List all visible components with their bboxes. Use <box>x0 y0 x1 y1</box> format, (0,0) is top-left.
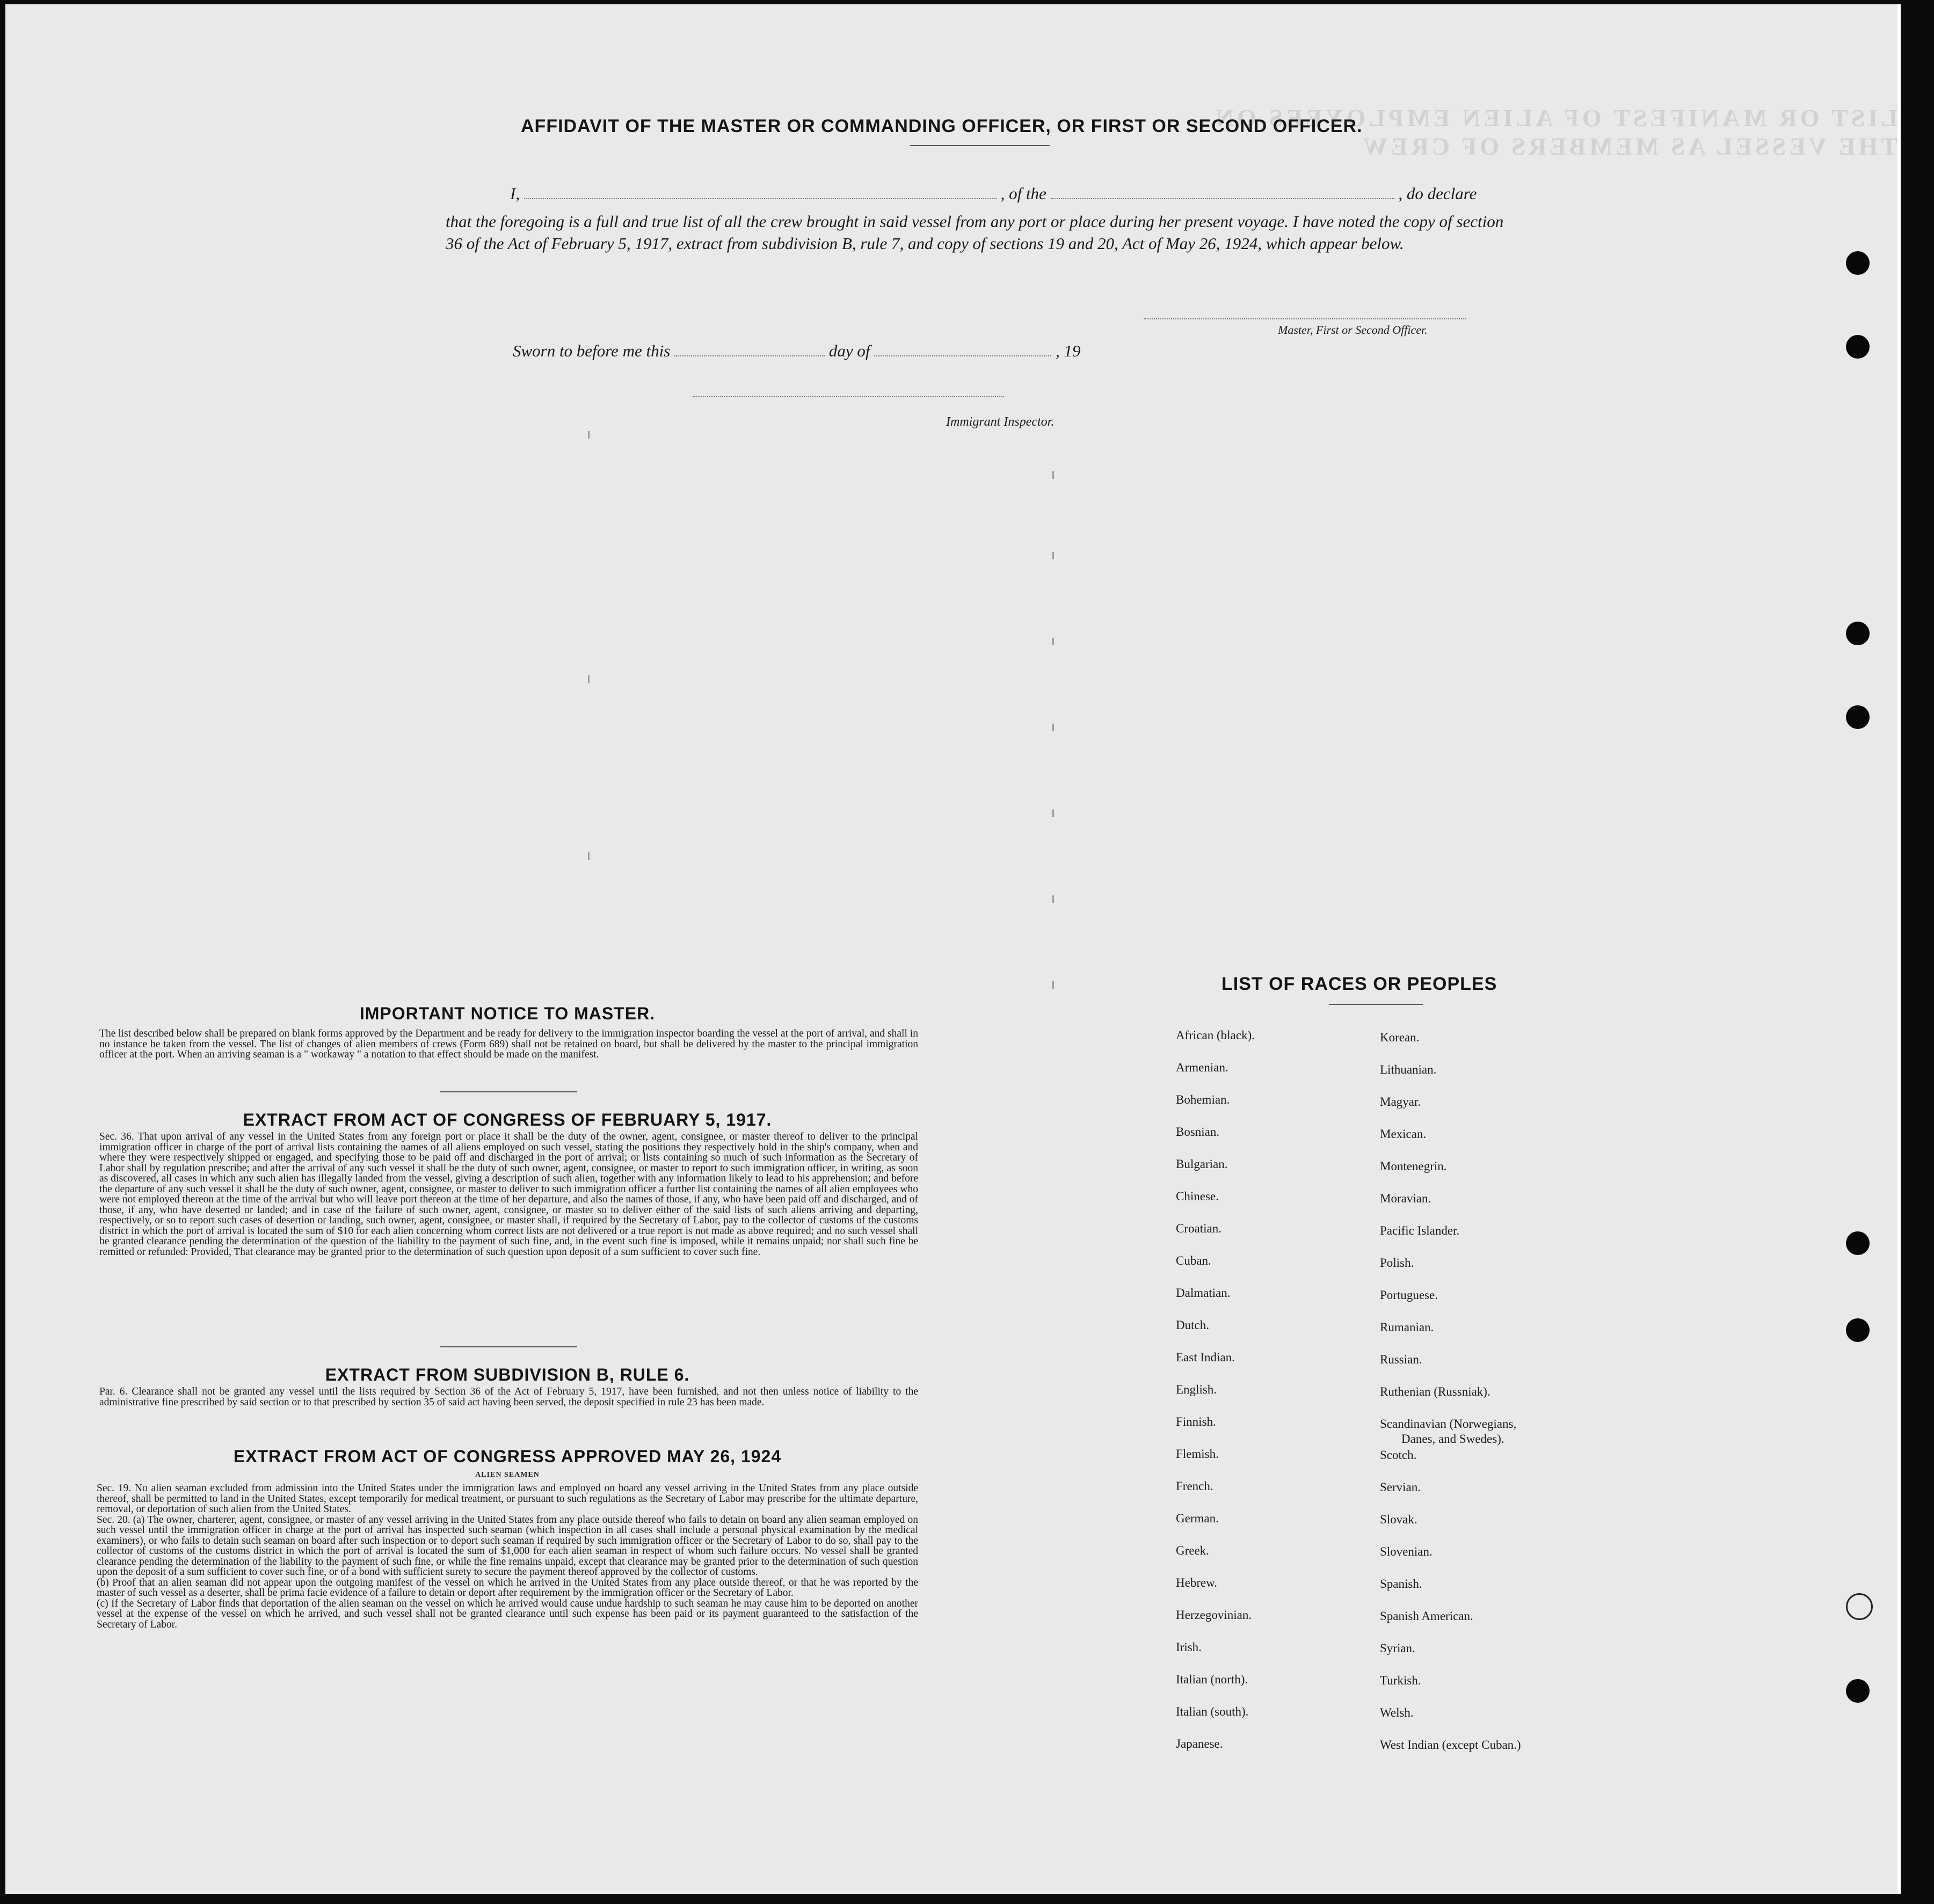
inspector-caption: Immigrant Inspector. <box>946 415 1055 429</box>
form-mark <box>1052 552 1054 559</box>
race-item: Turkish. <box>1380 1674 1421 1687</box>
extract-rule6-text: Par. 6. Clearance shall not be granted any vessel until the lists required by Section 36 of the Act of February 5, 1917, have been furnished, and not then unless notice of liability to the administrative fine prescribed by said section or to that prescribed by section 35 of said act having been served, the deposit specified in rule 23 has been made. <box>99 1386 918 1408</box>
master-signature-line <box>1144 318 1466 319</box>
showthrough-header: LIST OR MANIFEST OF ALIEN EMPLOYEES ON THE VESSEL AS MEMBERS OF CREW <box>1212 104 1897 160</box>
race-item: Welsh. <box>1380 1706 1414 1719</box>
form-mark <box>1052 638 1054 645</box>
binder-hole <box>1846 1231 1870 1255</box>
binder-hole <box>1846 1679 1870 1703</box>
extract-rule6-title: EXTRACT FROM SUBDIVISION B, RULE 6. <box>325 1365 690 1384</box>
race-item: Russian. <box>1380 1353 1422 1366</box>
form-mark <box>1052 471 1054 479</box>
form-mark <box>1052 981 1054 989</box>
binder-hole <box>1846 335 1870 359</box>
race-item: West Indian (except Cuban.) <box>1380 1738 1521 1752</box>
race-item: Ruthenian (Russniak). <box>1380 1385 1491 1398</box>
races-title: LIST OF RACES OR PEOPLES <box>1222 974 1497 994</box>
race-item: Bohemian. <box>1176 1093 1230 1106</box>
race-item: Mexican. <box>1380 1127 1427 1141</box>
race-item: Irish. <box>1176 1640 1202 1654</box>
binder-hole <box>1846 251 1870 275</box>
race-item: Polish. <box>1380 1256 1414 1270</box>
race-item: Greek. <box>1176 1544 1209 1557</box>
race-item: Pacific Islander. <box>1380 1224 1460 1237</box>
notice-title: IMPORTANT NOTICE TO MASTER. <box>359 1004 656 1023</box>
races-right-column <box>1380 1031 1521 1770</box>
race-item: German. <box>1176 1512 1219 1525</box>
race-item: Italian (north). <box>1176 1673 1248 1686</box>
race-item: Spanish American. <box>1380 1609 1473 1623</box>
binder-hole <box>1846 1593 1873 1620</box>
day-of-label: day of <box>828 341 870 360</box>
race-item: Croatian. <box>1176 1222 1222 1235</box>
divider-2 <box>440 1346 577 1347</box>
race-item: Slovak. <box>1380 1513 1417 1526</box>
form-mark <box>1052 809 1054 817</box>
sec19-text: Sec. 19. No alien seaman excluded from admission into the United States under the immigration laws and employed on board any vessel arriving in the United States from any place outside thereof, shall be permitted to land in the United States, except temporarily for medical treatment, or pursuant to such regulations as the Secretary of Labor may prescribe for the ultimate departure, removal, or deportation of such alien from the United States. <box>97 1483 918 1515</box>
inspector-signature-line <box>693 396 1004 397</box>
form-mark <box>1052 895 1054 903</box>
affidavit-i-label: I, <box>510 184 520 203</box>
race-item: Scandinavian (Norwegians, <box>1380 1417 1517 1431</box>
extract-1924-subtitle: ALIEN SEAMEN <box>475 1471 540 1479</box>
race-item: Chinese. <box>1176 1190 1219 1203</box>
race-item: Scotch. <box>1380 1448 1417 1462</box>
title-divider <box>910 145 1050 146</box>
race-item: Moravian. <box>1380 1192 1431 1205</box>
master-signature-caption: Master, First or Second Officer. <box>1278 323 1428 337</box>
race-item: Italian (south). <box>1176 1705 1249 1718</box>
year-label: , 19 <box>1055 341 1081 360</box>
extract-1924-body <box>97 1483 918 1630</box>
vessel-blank <box>1051 198 1394 199</box>
race-item: Finnish. <box>1176 1415 1216 1428</box>
binder-hole <box>1846 705 1870 729</box>
race-item: Bosnian. <box>1176 1125 1220 1139</box>
race-item: Hebrew. <box>1176 1576 1218 1589</box>
race-item: Dutch. <box>1176 1318 1209 1332</box>
races-divider <box>1329 1004 1423 1005</box>
races-left-column <box>1176 1028 1255 1769</box>
race-item: Syrian. <box>1380 1642 1415 1655</box>
divider-1 <box>440 1091 577 1092</box>
form-mark <box>588 852 590 860</box>
race-item: Spanish. <box>1380 1577 1422 1591</box>
race-item: Dalmatian. <box>1176 1286 1231 1300</box>
sec20c-text: (c) If the Secretary of Labor finds that deportation of the alien seaman on the vessel on which he arrived would cause undue hardship to such seaman he may cause him to be deported on another vessel at the expense of the vessel on which he arrived, and such vessel shall not be granted clearance until such expense has been paid or its payment guaranteed to the satisfaction of the Secretary of Labor. <box>97 1597 918 1630</box>
race-item: Korean. <box>1380 1031 1420 1044</box>
sworn-line <box>513 341 1211 361</box>
extract-1924-title: EXTRACT FROM ACT OF CONGRESS APPROVED MAY 26, 1924 <box>233 1447 782 1466</box>
race-item: Servian. <box>1380 1480 1421 1494</box>
race-item: East Indian. <box>1176 1351 1235 1364</box>
race-item: Montenegrin. <box>1380 1159 1447 1173</box>
race-item: Portuguese. <box>1380 1288 1438 1302</box>
binder-hole <box>1846 622 1870 645</box>
race-item: Slovenian. <box>1380 1545 1433 1558</box>
affidavit-title: AFFIDAVIT OF THE MASTER OR COMMANDING OFFICER, OR FIRST OR SECOND OFFICER. <box>521 116 1363 136</box>
binder-hole <box>1846 1318 1870 1342</box>
race-item: Herzegovinian. <box>1176 1608 1252 1622</box>
race-item: French. <box>1176 1479 1213 1493</box>
sworn-label: Sworn to before me this <box>513 341 671 360</box>
affidavit-line1 <box>510 184 1530 203</box>
form-mark <box>1052 724 1054 731</box>
affidavit-of-label: , of the <box>1000 184 1046 203</box>
extract-1917-title: EXTRACT FROM ACT OF CONGRESS OF FEBRUARY 5, 1917. <box>243 1110 772 1129</box>
name-blank <box>524 198 997 199</box>
race-item: Cuban. <box>1176 1254 1211 1267</box>
notice-text: The list described below shall be prepared on blank forms approved by the Department and be ready for delivery to the immigration inspector boarding the vessel at the port of arrival, and shall in no instance be taken from the vessel. The list of changes of alien members of crews (Form 689) shall not be retained on board, but shall be delivered by the master to the principal immigration officer at the port. When an arriving seaman is a " workaway " a notation to that effect should be made on the manifest. <box>99 1028 918 1060</box>
affidavit-declare-label: , do declare <box>1398 184 1477 203</box>
race-item: Japanese. <box>1176 1737 1223 1750</box>
race-item: Flemish. <box>1176 1447 1219 1461</box>
race-item: English. <box>1176 1383 1217 1396</box>
form-mark <box>588 431 590 439</box>
extract-1917-text: Sec. 36. That upon arrival of any vessel in the United States from any foreign port or place it shall be the duty of the owner, agent, consignee, or master thereof to deliver to the principal immigration officer in charge of the port of arrival lists containing the names of all aliens employed on such vessel, stating the positions they respectively hold in the ship's company, when and where they were respectively shipped or engaged, and specifying those to be paid off and discharged in the port of arrival; or lists containing so much of such information as the Secretary of Labor shall by regulation prescribe; and after the arrival of any such vessel it shall be the duty of such owner, agent, consignee, or master to report to such immigration officer, in writing, as soon as discovered, all cases in which any such alien has illegally landed from the vessel, giving a description of such alien, together with any information likely to lead to his apprehension; and before the departure of any such vessel it shall be the duty of such owner, agent, consignee, or master to deliver to such immigration officer a further list containing the names of all alien employees who were not employed thereon at the time of the arrival but who will leave port thereon at the time of her departure, and also the names of those, if any, who have been paid off and discharged, and of those, if any, who have deserted or landed; and in case of the failure of such owner, agent, consignee, or master so to deliver either of the said lists of such aliens arriving and departing, respectively, or so to report such cases of desertion or landing, such owner, agent, consignee, or master shall, if required by the Secretary of Labor, pay to the collector of customs of the customs district in which the port of arrival is located the sum of $10 for each alien concerning whom correct lists are not delivered or a true report is not made as above required; and no such vessel shall be granted clearance pending the determination of the question of the liability to the payment of such fine, and, in the event such fine is imposed, while it remains unpaid; nor shall such fine be remitted or refunded: Provided, That clearance may be granted prior to the determination of such question upon deposit of a sum sufficient to cover such fine. <box>99 1131 918 1258</box>
race-item: Rumanian. <box>1380 1321 1434 1334</box>
affidavit-body: that the foregoing is a full and true list of all the crew brought in said vessel from any port or place during her present voyage. I have noted the copy of section 36 of the Act of February 5, 1917, extract from subdivision B, rule 7, and copy of sections 19 and 20, Act of May 26, 1924, which appear below. <box>446 212 1504 253</box>
race-item: Lithuanian. <box>1380 1063 1437 1076</box>
sworn-day-blank <box>674 355 825 356</box>
document-page <box>5 4 1901 1894</box>
race-item: African (black). <box>1176 1028 1255 1042</box>
sec20b-text: (b) Proof that an alien seaman did not appear upon the outgoing manifest of the vessel on which he arrived in the United States from any place outside thereof, or that he was reported by the master of such vessel as a deserter, shall be prima facie evidence of a failure to detain or deport after requirement by the immigration officer or the Secretary of Labor. <box>97 1577 918 1599</box>
race-item: Danes, and Swedes). <box>1401 1432 1504 1446</box>
sec20a-text: Sec. 20. (a) The owner, charterer, agent, consignee, or master of any vessel arriving in the United States from any place outside thereof who fails to detain on board any alien seaman employed on such vessel until the immigration officer in charge at the port of arrival has inspected such seaman (which inspection in all cases shall include a personal physical examination by the medical examiners), or who fails to detain such seaman on board after such inspection or to deport such seaman if required by such immigration officer or the Secretary of Labor to do so, shall pay to the collector of customs of the customs district in which the port of arrival is located the sum of $1,000 for each alien seaman in respect of whom such failure occurs. No vessel shall be granted clearance pending the determination of the liability to the payment of such fine, or while the fine remains unpaid, except that clearance may be granted prior to the determination of such question upon the deposit of a sum sufficient to cover such fine, or of a bond with sufficient surety to secure the payment thereof approved by the collector of customs. <box>97 1514 918 1578</box>
race-item: Armenian. <box>1176 1061 1228 1074</box>
race-item: Bulgarian. <box>1176 1157 1228 1171</box>
sworn-month-blank <box>874 355 1051 356</box>
form-mark <box>588 675 590 683</box>
race-item: Magyar. <box>1380 1095 1421 1108</box>
